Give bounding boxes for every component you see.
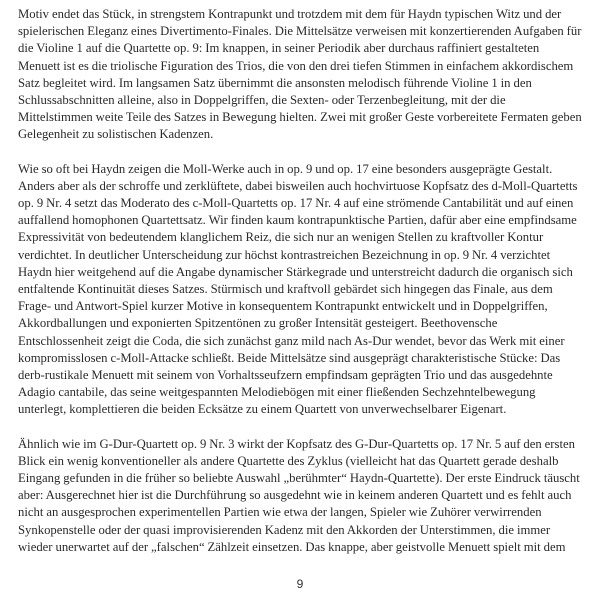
- page-number: 9: [296, 577, 304, 591]
- paragraph-3: Ähnlich wie im G-Dur-Quartett op. 9 Nr. 3 wirkt der Kopfsatz des G-Dur-Quartetts op. 17 Nr. 5 auf den ersten Blick ein wenig konventioneller als andere Quartette des Zyklus (vielleicht hat das Quartett gerade deshalb Eingang gefunden in die früher so beliebte Auswahl „berühmter“ Haydn-Quartette). Der erste Eindruck täuscht aber: Ausgerechnet hier ist die Durchführung so ausgedehnt wie in keinem anderen Quartett und es fehlt auch nicht an ausgesprochen experimentellen Partien wie etwa der langen, Spieler wie Zuhörer verwirrenden Synkopenstelle oder der quasi improvisierenden Kadenz mit den Akkorden der Unterstimmen, die immer wieder unerwartet auf der „falschen“ Zählzeit einsetzen. Das knappe, aber geistvolle Menuett spielt mit dem: [18, 436, 580, 554]
- paragraph-1: Motiv endet das Stück, in strengstem Kontrapunkt und trotzdem mit dem für Haydn typischen Witz und der spielerischen Eleganz eines Divertimento-Finales. Die Mittelsätze verweisen mit konzertierenden Aufgaben für die Violine 1 auf die Quartette op. 9: Im knappen, in seiner Periodik aber durchaus raffiniert gestalteten Menuett ist es die triolische Figuration des Trios, die von den drei tiefen Stimmen in einfachem akkordischem Satz begleitet wird. Im langsamen Satz übernimmt die ansonsten melodisch führende Violine 1 in den Schlussabschnitten alleine, also in Doppelgriffen, die Sexten- oder Terzenbegleitung, mit der die Mittelstimmen weite Teile des Satzes in Bewegung hielten. Zwei mit großer Geste vorbereitete Fermaten geben Gelegenheit zu solistischen Kadenzen.: [18, 7, 582, 142]
- paragraph-2: Wie so oft bei Haydn zeigen die Moll-Werke auch in op. 9 und op. 17 eine besonders ausgeprägte Gestalt. Anders aber als der schroffe und zerklüftete, dabei bisweilen auch hochvirtuose Kopfsatz des d-Moll-Quartetts op. 9 Nr. 4 setzt das Moderato des c-Moll-Quartetts op. 17 Nr. 4 auf eine strömende Cantabilität und auf einen auffallend homophonen Quartettsatz. Wir finden kaum kontrapunktische Partien, dafür aber eine empfindsame Expressivität von bedeutendem klanglichem Reiz, die sich nur an wenigen Stellen zu kraftvoller Kontur verdichtet. In deutlicher Unterscheidung zur höchst kontrastreichen Bezeichnung in op. 9 Nr. 4 verzichtet Haydn hier weitgehend auf die Angabe dynamischer Stärkegrade und unterstreicht dadurch die organisch sich entfaltende Kontinuität dieses Satzes. Stürmisch und kraftvoll gebärdet sich hingegen das Finale, aus dem Frage- und Antwort-Spiel kurzer Motive in konsequentem Kontrapunkt entwickelt und in Doppelgriffen, Akkordballungen und exponierten Spitzentönen zu großer Intensität gesteigert. Beethovensche Entschlossenheit zeigt die Coda, die sich zunächst ganz mild nach As-Dur wendet, bevor das Werk mit einer kompromisslosen c-Moll-Attacke schließt. Beide Mittelsätze sind ausgeprägt charakteristische Stücke: Das derb-rustikale Menuett mit seinem von Vorhaltsseufzern empfindsam geprägten Trio und das ausgedehnte Adagio cantabile, das seine weitgespannten Melodiebögen mit einer fließenden Sechzehntelbewegung unterlegt, komplettieren die beiden Ecksätze zu einem Quartett von unverwechselbarer Eigenart.: [18, 161, 578, 417]
